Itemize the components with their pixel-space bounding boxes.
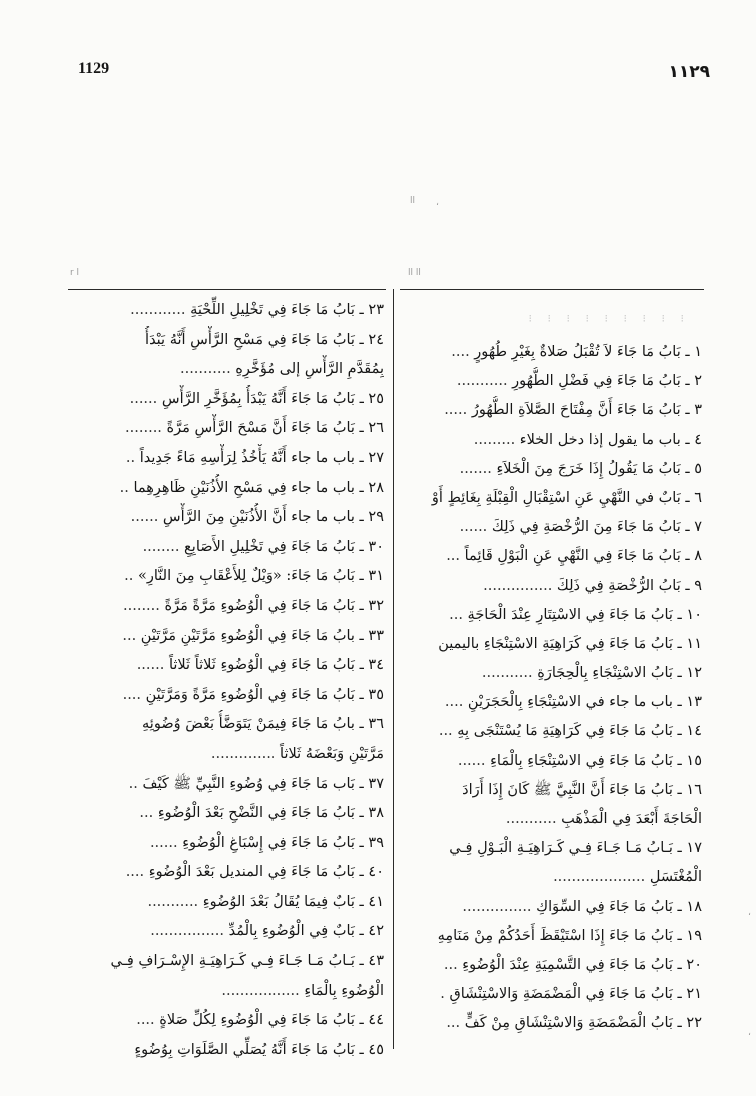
toc-entry-continuation [72, 977, 384, 1007]
toc-leader-dots: . [440, 986, 445, 1003]
toc-entry [404, 717, 702, 746]
toc-entry-title: ٣٢ ـ بَابُ مَا جَاءَ فِي الْوُضُوءِ مَرَّةً مَرَّةً [159, 597, 384, 614]
toc-entry [72, 829, 384, 859]
toc-entry-title: ١٢ ـ بَابُ الاسْتِنْجَاءِ بِالْحِجَارَةِ [532, 665, 702, 682]
toc-leader-dots: ...... [149, 834, 178, 851]
toc-entry-title: ٣٦ ـ بابُ مَا جَاءَ فِيمَنْ يَتَوَضَّأُ بَعْضَ وُضُوئِهِ [142, 716, 384, 733]
toc-entry [72, 681, 384, 711]
toc-entry-continuation [404, 805, 702, 834]
toc-entry-title: مَرَّتَيْنِ وَبَعْضَهُ ثَلاثاً [275, 745, 384, 762]
toc-entry [72, 562, 384, 592]
toc-entry [404, 980, 702, 1009]
toc-entry-title: ١٧ ـ بَـابُ مَـا جَـاءَ فِـي كَـرَاهِيَـةِ الْبَـوْلِ فِـي [449, 840, 702, 857]
toc-leader-dots: ......... [473, 431, 516, 448]
toc-entry-title: ٤٥ ـ بَابُ مَا جَاءَ أَنَّهُ يُصَلِّي الصَّلَوَاتِ بِوُضُوءٍ [134, 1041, 384, 1058]
toc-entry-title: ٤٤ ـ بَابُ مَا جَاءَ فِي الْوُضُوءِ لِكُلِّ صَلاةٍ [154, 1012, 384, 1029]
toc-entry-title: ٧ ـ بَابُ مَا جَاءَ مِنَ الرُّخْصَةِ فِي ذَلِكَ [487, 519, 702, 536]
toc-entry [404, 367, 702, 396]
toc-entry-title: ٨ ـ بَابُ مَا جَاءَ فِي النَّهْيِ عَنِ الْبَوْلِ قَائِماً [460, 548, 702, 565]
toc-leader-dots: ............ [130, 302, 186, 318]
toc-entry-title: ٤ ـ باب ما يقول إذا دخل الخلاء [515, 431, 702, 448]
toc-entry [72, 474, 384, 504]
toc-entry [404, 951, 702, 980]
toc-leader-dots: .... [444, 694, 464, 711]
toc-entry [72, 503, 384, 533]
top-rule-left [68, 289, 386, 290]
toc-entry-title: ٤٣ ـ بَـابُ مَـا جَـاءَ فِـي كَـرَاهِيَـةِ الإِسْـرَافِ فِـي [110, 953, 384, 970]
toc-leader-dots: ........ [142, 538, 180, 555]
toc-leader-dots: ........ [125, 420, 162, 437]
toc-entry [72, 770, 384, 800]
toc-leader-dots: .. [119, 479, 129, 496]
toc-entry-title: ٢٤ ـ بَابُ مَا جَاءَ فِي مَسْحِ الرَّأْسِ أَنَّهُ يَبْدَأُ [145, 331, 384, 348]
toc-leader-dots: ... [446, 1015, 461, 1032]
toc-entry-title: ١ ـ بَابُ مَا جَاءَ لاَ تُقْبَلُ صَلاةٌ بِغَيْرِ طُهُورٍ [469, 344, 702, 360]
toc-leader-dots: .... [125, 864, 145, 881]
toc-entry-title: ١٣ ـ باب ما جاء في الاسْتِنْجَاءِ بِالْحَجَرَيْنِ [463, 694, 702, 711]
column-divider [393, 289, 394, 1049]
toc-entry-title: ١٠ ـ بَابُ مَا جَاءَ فِي الاسْتِتَارِ عِنْدَ الْحَاجَةِ [462, 606, 702, 623]
toc-entry [404, 484, 702, 513]
toc-leader-dots: ...... [130, 509, 159, 526]
toc-leader-dots: .. [125, 449, 136, 466]
toc-entry [404, 630, 702, 659]
top-rule-right [400, 289, 704, 290]
toc-entry-title: ٩ ـ بَابُ الرُّخْصَةِ فِي ذَلِكَ [552, 577, 702, 594]
toc-entry-title: ٣٤ ـ بَابُ مَا جَاءَ فِي الْوُضُوءِ ثَلاثاً ثَلاثاً [164, 657, 384, 674]
toc-entry-continuation [404, 863, 702, 892]
toc-entry-title: ٢١ ـ بَابُ مَا جَاءَ فِي الْمَضْمَضَةِ وَالاسْتِنْشَاقِ [444, 986, 702, 1003]
toc-entry-title: ٥ ـ بَابُ مَا يَقُولُ إِذَا خَرَجَ مِنَ الْخَلاَءِ [491, 460, 702, 477]
toc-leader-dots: ... [139, 805, 154, 822]
toc-entry [404, 834, 702, 863]
toc-entry [404, 572, 702, 601]
page-number-latin: 1129 [78, 60, 110, 77]
faded-header-row: ⁝ ⁝ ⁝ ⁝ ⁝ ⁝ ⁝ ⁝ ⁝ [528, 312, 690, 325]
toc-entry [72, 326, 384, 356]
toc-leader-dots: ...... [459, 519, 488, 536]
toc-leader-dots: ................. [221, 982, 300, 999]
toc-leader-dots: ........... [481, 665, 533, 682]
toc-entry [72, 710, 384, 740]
toc-entry [404, 513, 702, 542]
toc-entry [72, 414, 384, 444]
toc-entry [404, 747, 702, 776]
scan-speck: ، [748, 908, 751, 918]
toc-entry [72, 444, 384, 474]
toc-leader-dots: ............... [462, 898, 532, 915]
toc-entry [404, 1009, 702, 1038]
toc-leader-dots: ... [438, 723, 453, 740]
toc-leader-dots: .... [136, 1012, 155, 1029]
toc-entry-title: ٣١ ـ بَابُ مَا جَاءَ: «وَيْلٌ لِلأَعْقَابِ مِنَ النَّارِ» [133, 568, 384, 585]
toc-leader-dots: .. [124, 568, 134, 585]
toc-leader-dots: ........ [123, 597, 160, 614]
toc-entry [404, 776, 702, 805]
toc-leader-dots: ... [443, 956, 458, 973]
toc-entry-title: ٢٣ ـ بَابُ مَا جَاءَ فِي تَخْلِيلِ اللِّحْيَةِ [185, 302, 384, 318]
toc-entry-title: ١٩ ـ بَابُ مَا جَاءَ إِذَا اسْتَيْقَظَ أَحَدُكُمْ مِنْ مَنَامِهِ [437, 927, 702, 944]
toc-leader-dots: ....... [459, 460, 492, 477]
toc-entry-title: ٢٢ ـ بَابُ الْمَضْمَضَةِ وَالاسْتِنْشَاقِ مِنْ كَفٍّ [460, 1015, 702, 1032]
toc-entry-title: ٢ ـ بَابُ مَا جَاءَ فِي فَضْلِ الطُّهُورِ [507, 373, 702, 390]
toc-leader-dots: .................... [553, 869, 646, 886]
toc-entry [72, 858, 384, 888]
toc-entry-title: ٣٥ ـ بَابُ مَا جَاءَ فِي الْوُضُوءِ مَرَّةً وَمَرَّتَيْنِ [141, 686, 384, 703]
toc-entry-title: بِمُقَدَّمِ الرَّأْسِ إلى مُؤَخَّرِهِ [230, 361, 384, 378]
toc-leader-dots: ... [446, 548, 461, 565]
toc-entry [72, 592, 384, 622]
toc-entry-continuation [72, 355, 384, 385]
toc-leader-dots: ........... [179, 361, 231, 378]
toc-entry-title: الْوُضُوءِ بِالْمَاءِ [299, 982, 384, 999]
toc-entry [72, 917, 384, 947]
toc-entry-title: ٢٧ ـ باب ما جاء أَنَّهُ يَأْخُذُ لِرَأْسِهِ مَاءً جَدِيداً [135, 449, 384, 466]
toc-entry-title: الْحَاجَةَ أَبْعَدَ فِي الْمَذْهَبِ [556, 811, 702, 827]
toc-entry [404, 542, 702, 571]
page-number-arabic: ١١٢٩ [668, 62, 710, 82]
toc-entry-title: ٦ ـ بَابٌ في النَّهْيِ عَنِ اسْتِقْبَالِ الْقِبْلَةِ بِغَائِطٍ أَوْ [431, 489, 702, 506]
toc-entry-title: ٣٧ ـ بَاب مَا جَاءَ فِي وُضُوءِ النَّبِيِّ ﷺ كَيْفَ [137, 775, 384, 792]
scan-speck: ، [436, 198, 439, 208]
toc-entry-title: ٢٨ ـ باب ما جاء فِي مَسْحِ الأُذُنَيْنِ ظَاهِرِهِما [128, 479, 384, 496]
toc-leader-dots: ........... [505, 811, 557, 827]
toc-leader-dots: ................ [150, 923, 224, 940]
toc-entry-title: ٣ ـ بَابُ مَا جَاءَ أَنَّ مِفْتَاحَ الصَّلاَةِ الطُّهُورُ [467, 402, 702, 419]
toc-entry [72, 1006, 384, 1036]
toc-entry-title: ٣٣ ـ بابُ مَا جَاءَ فِي الْوُضُوءِ مَرَّتَيْنِ مَرَّتَيْنِ [136, 627, 384, 644]
toc-entry [72, 1036, 384, 1066]
toc-leader-dots: ........... [147, 893, 199, 910]
toc-entry-title: الْمُغْتَسَلِ [645, 869, 702, 886]
toc-leader-dots: .... [451, 344, 470, 360]
toc-entry-title: ١٦ ـ بَابُ مَا جَاءَ أَنَّ النَّبِيَّ ﷺ كَانَ إِذَا أَرَادَ [462, 781, 702, 798]
toc-entry [404, 922, 702, 951]
toc-column-left [72, 296, 384, 1065]
toc-entry [404, 659, 702, 688]
toc-column-right [404, 338, 702, 1039]
scan-speck: ll ll [408, 268, 421, 278]
scan-speck: ll [410, 196, 416, 206]
toc-leader-dots: .... [122, 686, 142, 703]
toc-leader-dots: ..... [444, 402, 468, 419]
toc-leader-dots: ............... [483, 577, 553, 594]
toc-leader-dots: ........... [456, 373, 508, 390]
toc-entry [72, 296, 384, 326]
toc-entry-title: ٢٦ ـ بَابُ مَا جَاءَ أَنَّ مَسْحَ الرَّأْسِ مَرَّةً [161, 420, 384, 437]
toc-entry-title: ٤٢ ـ بَابٌ فِي الْوُضُوءِ بِالْمُدِّ [223, 923, 384, 940]
toc-entry [72, 622, 384, 652]
toc-entry [404, 338, 702, 367]
toc-entry-title: ٣٠ ـ بَابُ مَا جَاءَ فِي تَخْلِيلِ الأَصَابِعِ [179, 538, 384, 555]
toc-entry [72, 888, 384, 918]
toc-entry [72, 799, 384, 829]
toc-entry-title: ٤٠ ـ بَابُ مَا جَاءَ فِي المنديل بَعْدَ الْوُضُوءِ [144, 864, 384, 881]
toc-entry-title: ٢٩ ـ باب ما جاء أَنَّ الأُذُنَيْنِ مِنَ الرَّأْسِ [158, 509, 384, 526]
toc-entry [404, 396, 702, 425]
toc-entry-title: ١١ ـ بَابُ مَا جَاءَ فِي كَرَاهِيَةِ الاسْتِنْجَاءِ باليمين [438, 635, 702, 652]
toc-entry-title: ٢٥ ـ بَابُ مَا جَاءَ أَنَّهُ يَبْدَأُ بِمُؤَخَّرِ الرَّأْسِ [157, 390, 384, 407]
toc-entry [404, 601, 702, 630]
toc-entry [72, 385, 384, 415]
toc-entry [404, 455, 702, 484]
scan-speck: ، [748, 1028, 751, 1038]
toc-entry [404, 893, 702, 922]
toc-leader-dots: ...... [457, 752, 486, 769]
toc-leader-dots: ... [449, 606, 463, 623]
toc-leader-dots: ...... [136, 657, 165, 674]
toc-entry-continuation [72, 740, 384, 770]
toc-entry [72, 533, 384, 563]
toc-leader-dots: .. [128, 775, 138, 792]
toc-entry-title: ١٨ ـ بَابُ مَا جَاءَ فِي السِّوَاكِ [531, 898, 702, 915]
toc-leader-dots: ... [122, 627, 137, 644]
toc-leader-dots: .............. [210, 745, 276, 762]
toc-leader-dots: ...... [129, 390, 158, 407]
toc-entry [72, 947, 384, 977]
toc-entry [72, 651, 384, 681]
toc-entry-title: ٣٩ ـ بَابُ مَا جَاءَ فِي إِسْبَاغِ الْوُضُوءِ [177, 834, 384, 851]
toc-entry [404, 688, 702, 717]
toc-entry-title: ٣٨ ـ بَابُ مَا جَاءَ فِي النَّضْحِ بَعْدَ الْوُضُوءِ [153, 805, 384, 822]
toc-entry-title: ٤١ ـ بَابٌ فِيمَا يُقَالُ بَعْدَ الوُضُوءِ [198, 893, 384, 910]
scan-speck: r l [70, 268, 80, 278]
toc-entry-title: ١٤ ـ بَابُ مَا جَاءَ فِي كَرَاهِيَةِ مَا يُسْتَنْجَى بِهِ [452, 723, 702, 740]
toc-entry-title: ٢٠ ـ بَابُ مَا جَاءَ فِي التَّسْمِيَةِ عِنْدَ الْوُضُوءِ [457, 956, 702, 973]
toc-entry-title: ١٥ ـ بَابُ مَا جَاءَ فِي الاسْتِنْجَاءِ بِالْمَاءِ [485, 752, 702, 769]
toc-entry [404, 426, 702, 455]
